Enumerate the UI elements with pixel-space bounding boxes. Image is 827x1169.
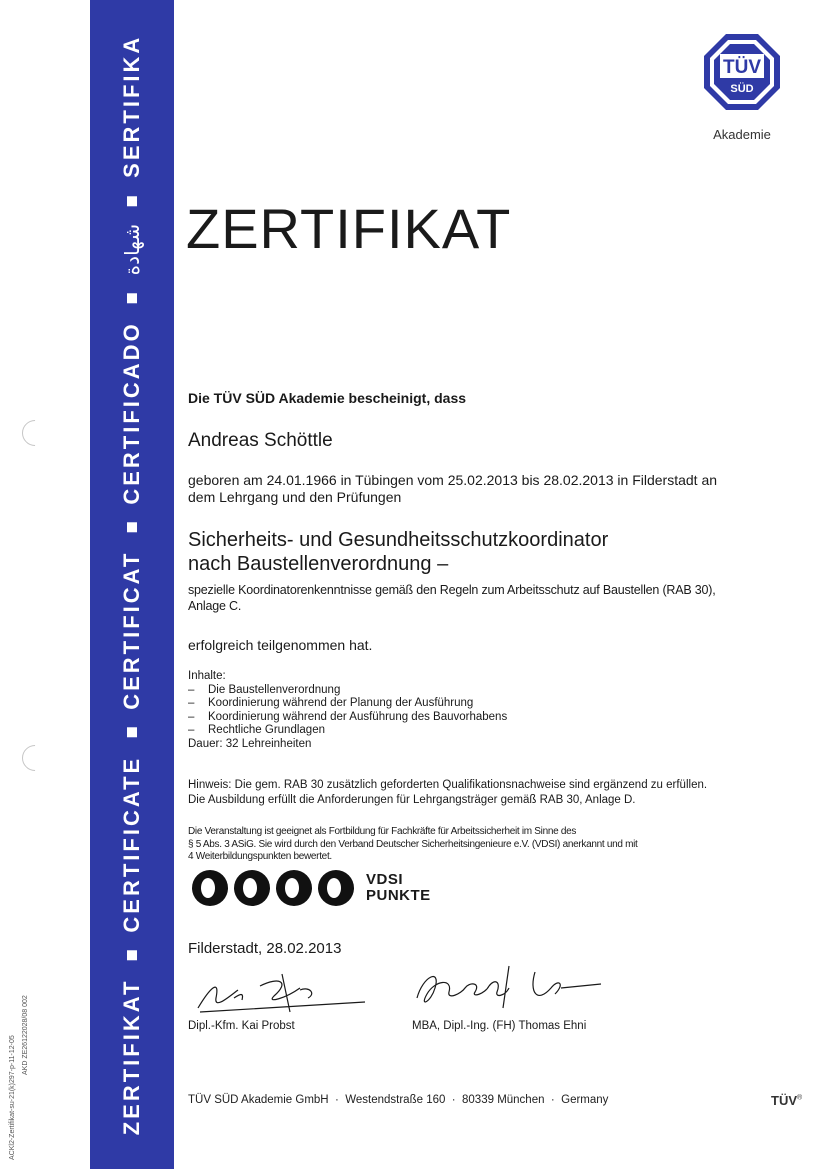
signer-left-name: Dipl.-Kfm. Kai Probst: [188, 1020, 295, 1032]
contents-block: [188, 670, 507, 751]
certifies-line: Die TÜV SÜD Akademie bescheinigt, dass: [188, 390, 467, 406]
sidebar-word: CERTIFICAT: [119, 550, 144, 710]
signature-right: [405, 958, 605, 1018]
vdsi-point-icon: [234, 870, 270, 906]
vdsi-label: [366, 872, 431, 904]
punch-hole-top: [17, 415, 54, 452]
list-item: [188, 724, 507, 738]
square-separator: [127, 727, 137, 737]
duration-line: Dauer: 32 Lehreinheiten: [188, 737, 312, 750]
sidebar-band: [90, 0, 174, 1169]
footer-country: Germany: [561, 1094, 609, 1106]
list-item: [188, 711, 507, 725]
list-dash: –: [188, 697, 195, 709]
birth-and-dates: geboren am 24.01.1966 in Tübingen vom 25.02.2013 bis 28.02.2013 in Filderstadt an dem Lehrgang und den Prüfungen: [188, 472, 718, 505]
square-separator: [127, 522, 137, 532]
sidebar-text: [119, 34, 145, 1135]
vdsi-point-icon: [276, 870, 312, 906]
list-dash: –: [188, 683, 195, 696]
event-block: [188, 826, 638, 864]
footer-separator: ·: [550, 1094, 555, 1106]
note-line2: Die Ausbildung erfüllt die Anforderungen für Lehrgangsträger gemäß RAB 30, Anlage D.: [188, 793, 636, 806]
course-title-line2: nach Baustellenverordnung –: [188, 553, 449, 575]
event-line2: § 5 Abs. 3 ASiG. Sie wird durch den Verband Deutscher Sicherheitsingenieure e.V. (VDSI) anerkannt und mit: [188, 838, 638, 850]
vdsi-point-icon: [318, 870, 354, 906]
sidebar-word: ZERTIFIKAT: [119, 978, 144, 1135]
footer-city: 80339 München: [462, 1094, 545, 1106]
footer-address: [188, 1094, 608, 1106]
footer-street: Westendstraße 160: [345, 1094, 446, 1106]
square-separator: [127, 293, 137, 303]
list-item: [188, 684, 507, 698]
certificate-title: ZERTIFIKAT: [186, 197, 512, 260]
logo-caption: Akademie: [713, 127, 771, 142]
margin-code-left: ACKl2-Zertifikat-su-21(k)297-p-11-12-05: [9, 1035, 16, 1160]
punch-hole-bottom: [17, 740, 54, 777]
course-title: [188, 528, 608, 576]
sidebar-word: شهادة: [120, 223, 144, 275]
vdsi-label-line1: VDSI: [366, 871, 404, 888]
success-line: erfolgreich teilgenommen hat.: [188, 637, 373, 653]
event-line1: Die Veranstaltung ist geeignet als Fortbildung für Fachkräfte für Arbeitssicherheit im Sinne des: [188, 826, 577, 837]
signature-left: [190, 968, 370, 1018]
list-dash: –: [188, 710, 195, 723]
contents-list: [188, 684, 507, 738]
vdsi-point-icon: [192, 870, 228, 906]
vdsi-label-line2: PUNKTE: [366, 887, 431, 904]
list-item-text: Koordinierung während der Ausführung des Bauvorhabens: [208, 710, 508, 723]
tuv-mark-text: TÜV: [771, 1093, 797, 1108]
footer-separator: ·: [335, 1094, 339, 1106]
signer-right-name: MBA, Dipl.-Ing. (FH) Thomas Ehni: [412, 1020, 587, 1032]
course-title-line1: Sicherheits- und Gesundheitsschutzkoordinator: [188, 529, 609, 551]
list-item: [188, 697, 507, 711]
margin-code-right: AKD ZE26122028/08 002: [22, 995, 29, 1075]
vdsi-points-badge: [192, 870, 431, 906]
list-item-text: Koordinierung während der Planung der Ausführung: [208, 697, 474, 709]
logo-tuv-text: TÜV: [723, 57, 761, 78]
sidebar-word: CERTIFICADO: [119, 320, 144, 505]
logo-sud-text: SÜD: [730, 83, 754, 95]
list-item-text: Die Baustellenverordnung: [208, 683, 341, 696]
course-detail: spezielle Koordinatorenkenntnisse gemäß den Regeln zum Arbeitsschutz auf Baustellen (RAB 30), Anlage C.: [188, 583, 716, 613]
list-dash: –: [188, 724, 195, 736]
recipient-name: Andreas Schöttle: [188, 430, 333, 451]
footer-separator: ·: [451, 1094, 456, 1106]
footer-company: TÜV SÜD Akademie GmbH: [188, 1094, 329, 1106]
list-item-text: Rechtliche Grundlagen: [208, 724, 325, 736]
square-separator: [127, 195, 137, 205]
sidebar-word: CERTIFICATE: [119, 755, 144, 933]
tuv-sud-logo: [702, 32, 782, 112]
tuv-mark: [771, 1093, 802, 1108]
square-separator: [127, 950, 137, 960]
contents-heading: Inhalte:: [188, 670, 226, 682]
note-line1: Hinweis: Die gem. RAB 30 zusätzlich geforderten Qualifikationsnachweise sind ergänzend zu erfüllen.: [188, 779, 708, 791]
note-block: [188, 778, 707, 807]
event-line3: 4 Weiterbildungspunkten bewertet.: [188, 851, 332, 862]
sidebar-word: SERTIFIKA: [119, 34, 144, 178]
registered-symbol: ®: [797, 1094, 803, 1102]
place-date: Filderstadt, 28.02.2013: [188, 940, 342, 957]
